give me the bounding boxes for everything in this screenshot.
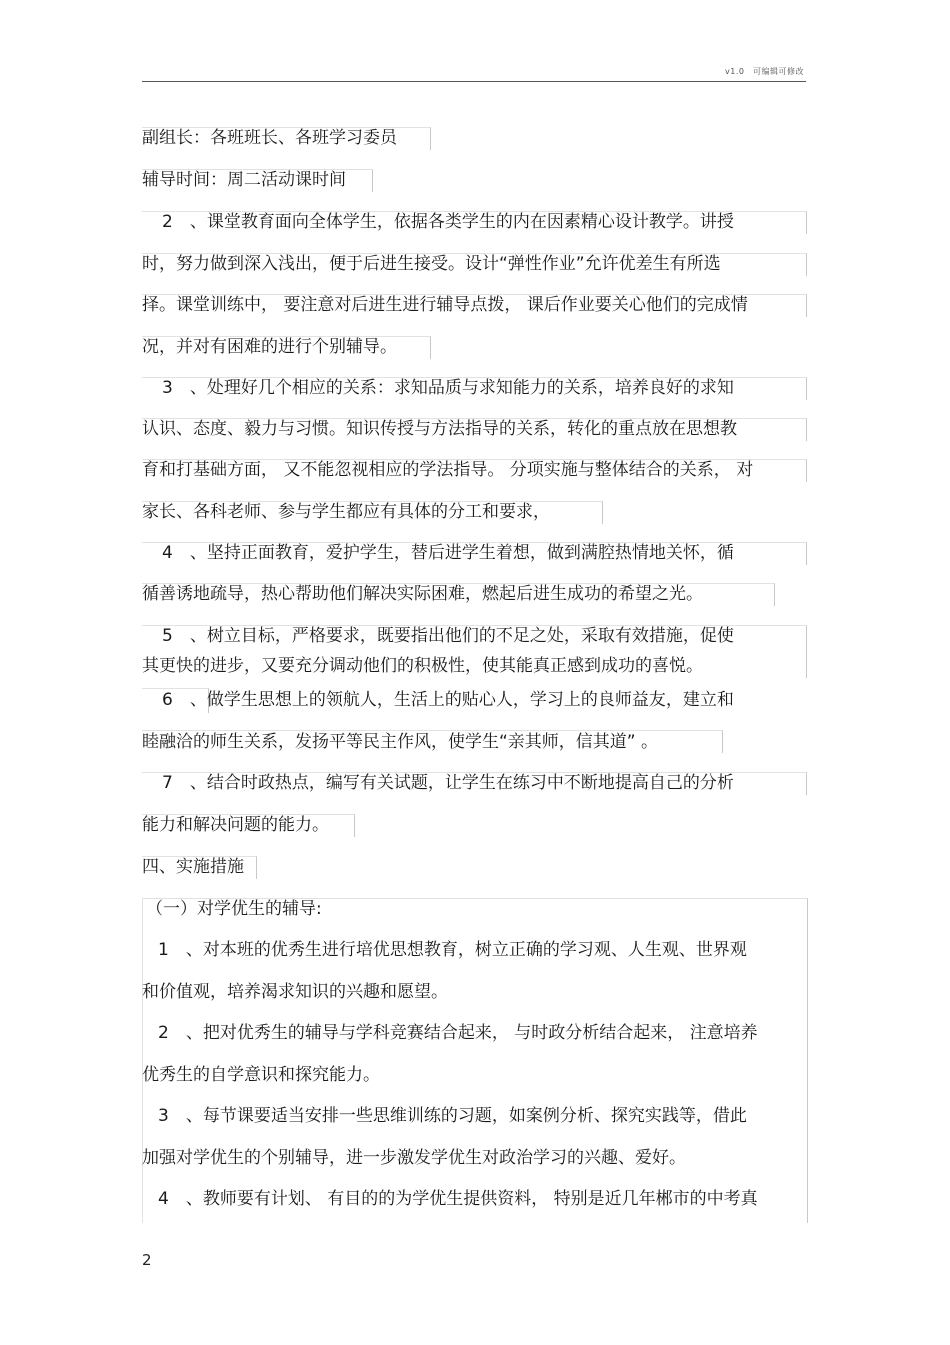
text-line: 加强对学优生的个别辅导，进一步激发学优生对政治学习的兴趣、爱好。: [142, 1148, 686, 1168]
text-line: 择。课堂训练中， 要注意对后进生进行辅导点拨， 课后作业要关心他们的完成情: [142, 295, 748, 315]
subsection-heading: （一）对学优生的辅导:: [146, 899, 322, 919]
text-line: 3 、每节课要适当安排一些思维训练的习题，如案例分析、探究实践等，借此: [158, 1106, 747, 1126]
text-line: 6 、做学生思想上的领航人，生活上的贴心人，学习上的良师益友，建立和: [162, 690, 734, 710]
section-heading: 四、实施措施: [142, 857, 244, 877]
header-version: v1.0 可编辑可修改: [725, 67, 804, 76]
text-line: 和价值观，培养渴求知识的兴趣和愿望。: [142, 982, 448, 1002]
text-line: 循善诱地疏导，热心帮助他们解决实际困难，燃起后进生成功的希望之光。: [142, 584, 703, 604]
text-line: 7 、结合时政热点，编写有关试题，让学生在练习中不断地提高自己的分析: [162, 773, 734, 793]
text-line: 5 、树立目标，严格要求，既要指出他们的不足之处，采取有效措施，促使: [162, 626, 734, 646]
text-line: 2 、课堂教育面向全体学生，依据各类学生的内在因素精心设计教学。讲授: [162, 212, 734, 232]
text-line: 3 、处理好几个相应的关系：求知品质与求知能力的关系，培养良好的求知: [162, 378, 734, 398]
text-line: 辅导时间：周二活动课时间: [142, 170, 346, 190]
text-line: 能力和解决问题的能力。: [142, 815, 329, 835]
page-number: 2: [142, 1251, 152, 1269]
text-line: 时，努力做到深入浅出，便于后进生接受。设计“弹性作业”允许优差生有所选: [142, 254, 721, 274]
text-line: 睦融洽的师生关系，发扬平等民主作风，使学生“亲其师，信其道” 。: [142, 732, 659, 752]
text-line: 认识、态度、毅力与习惯。知识传授与方法指导的关系，转化的重点放在思想教: [142, 419, 737, 439]
text-line: 副组长：各班班长、各班学习委员: [142, 128, 397, 148]
text-line: 1 、对本班的优秀生进行培优思想教育，树立正确的学习观、人生观、世界观: [158, 940, 747, 960]
text-line: 4 、教师要有计划、 有目的的为学优生提供资料， 特别是近几年郴市的中考真: [158, 1189, 758, 1209]
text-line: 家长、各科老师、参与学生都应有具体的分工和要求，: [142, 502, 550, 522]
text-line: 4 、坚持正面教育，爱护学生，替后进学生着想，做到满腔热情地关怀，循: [162, 543, 734, 563]
text-line: 其更快的进步，又要充分调动他们的积极性，使其能真正感到成功的喜悦。: [142, 656, 703, 676]
text-line: 况，并对有困难的进行个别辅导。: [142, 337, 397, 357]
text-line: 2 、把对优秀生的辅导与学科竞赛结合起来， 与时政分析结合起来， 注意培养: [158, 1023, 758, 1043]
text-line: 优秀生的自学意识和探究能力。: [142, 1065, 380, 1085]
header-rule: [142, 81, 806, 82]
text-line: 育和打基础方面， 又不能忽视相应的学法指导。 分项实施与整体结合的关系， 对: [142, 460, 754, 480]
